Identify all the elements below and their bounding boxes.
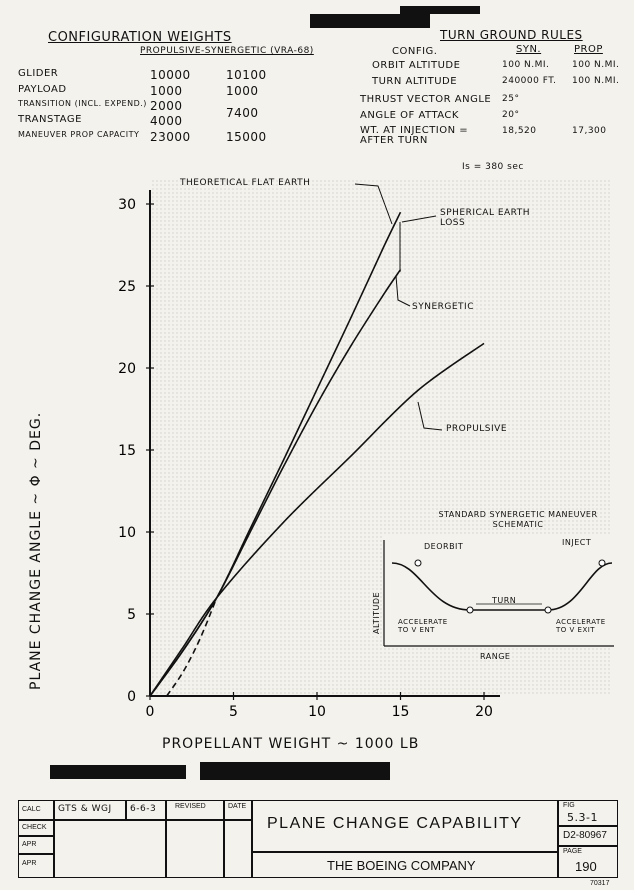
deorbit-point bbox=[415, 560, 421, 566]
weights-row-label: GLIDER bbox=[18, 68, 59, 79]
drawing-title: PLANE CHANGE CAPABILITY bbox=[267, 815, 523, 832]
inset-title: STANDARD SYNERGETIC MANEUVER SCHEMATIC bbox=[438, 510, 598, 529]
weights-row-value: 10000 bbox=[150, 68, 191, 82]
calc-date: 6-6-3 bbox=[130, 804, 157, 814]
flat-earth-label: THEORETICAL FLAT EARTH bbox=[180, 178, 311, 188]
altitude-label: ALTITUDE bbox=[372, 591, 381, 634]
x-axis-label: PROPELLANT WEIGHT ~ 1000 LB bbox=[162, 736, 420, 752]
inject-label: INJECT bbox=[562, 538, 592, 547]
weights-row-value: 10100 bbox=[226, 68, 267, 82]
rule-label: THRUST VECTOR ANGLE bbox=[360, 94, 492, 105]
isp-note: Is = 380 sec bbox=[462, 162, 524, 172]
rule-prop-value: 17,300 bbox=[572, 126, 607, 136]
weights-row-value: 7400 bbox=[226, 106, 259, 120]
config-label: CONFIG. bbox=[392, 46, 438, 57]
rule-label: TURN ALTITUDE bbox=[372, 76, 458, 87]
y-tick-label: 10 bbox=[118, 525, 136, 541]
spherical-loss-label: SPHERICAL EARTH LOSS bbox=[440, 208, 531, 228]
accel-ent-point bbox=[467, 607, 473, 613]
form-code: 70317 bbox=[590, 880, 610, 887]
check-label: CHECK bbox=[22, 824, 47, 831]
x-tick-label: 10 bbox=[308, 704, 326, 720]
accel-exit-label: ACCELERATE TO V EXIT bbox=[556, 618, 606, 634]
rule-label: ORBIT ALTITUDE bbox=[372, 60, 461, 71]
prop-label: PROP bbox=[574, 44, 603, 55]
weights-row-value: 4000 bbox=[150, 114, 183, 128]
fig-value: 5.3-1 bbox=[567, 811, 598, 824]
rule-prop-value: 100 N.MI. bbox=[572, 60, 620, 70]
syn-label: SYN. bbox=[516, 44, 542, 55]
apr-label: APR bbox=[22, 841, 37, 848]
weights-row-label: TRANSTAGE bbox=[18, 114, 82, 125]
range-label: RANGE bbox=[480, 652, 511, 661]
rule-syn-value: 20° bbox=[502, 110, 520, 120]
weights-row-value: 1000 bbox=[150, 84, 183, 98]
turn-label: TURN bbox=[492, 596, 517, 605]
weights-row-value: 23000 bbox=[150, 130, 191, 144]
y-axis-label: PLANE CHANGE ANGLE ~ Φ ~ DEG. bbox=[28, 411, 44, 690]
y-tick-label: 15 bbox=[118, 443, 136, 459]
rule-syn-value: 100 N.MI. bbox=[502, 60, 550, 70]
x-tick-label: 0 bbox=[145, 704, 155, 720]
x-tick-label: 15 bbox=[391, 704, 410, 720]
rule-prop-value: 100 N.MI. bbox=[572, 76, 620, 86]
deorbit-label: DEORBIT bbox=[424, 542, 464, 551]
weights-row-value: 2000 bbox=[150, 99, 183, 113]
weights-row-value: 1000 bbox=[226, 84, 259, 98]
weights-row-label: PAYLOAD bbox=[18, 84, 67, 95]
weights-row-label: TRANSITION (INCL. EXPEND.) bbox=[18, 99, 147, 108]
rule-label: WT. AT INJECTION = AFTER TURN bbox=[360, 125, 469, 146]
y-tick-label: 20 bbox=[118, 361, 136, 377]
rule-syn-value: 25° bbox=[502, 94, 520, 104]
x-tick-label: 20 bbox=[475, 704, 493, 720]
y-tick-label: 0 bbox=[127, 689, 136, 705]
rule-syn-value: 240000 FT. bbox=[502, 76, 557, 86]
apr2-label: APR bbox=[22, 860, 37, 867]
redaction-bar bbox=[200, 762, 390, 780]
y-tick-label: 5 bbox=[127, 607, 136, 623]
weights-row-value: 15000 bbox=[226, 130, 267, 144]
propulsive-label: PROPULSIVE bbox=[446, 424, 508, 434]
rule-syn-value: 18,520 bbox=[502, 126, 537, 136]
y-tick-label: 30 bbox=[118, 197, 136, 213]
calc-value: GTS & WGJ bbox=[58, 804, 112, 814]
fig-label: FIG bbox=[563, 802, 575, 809]
x-tick-label: 5 bbox=[229, 704, 238, 720]
company-name: THE BOEING COMPANY bbox=[327, 858, 476, 873]
y-tick-label: 25 bbox=[118, 279, 136, 295]
rule-label: ANGLE OF ATTACK bbox=[360, 110, 459, 121]
weights-subtitle: PROPULSIVE-SYNERGETIC (VRA-68) bbox=[140, 46, 314, 56]
accel-exit-point bbox=[545, 607, 551, 613]
revised-label: REVISED bbox=[175, 803, 206, 810]
redaction-bar bbox=[50, 765, 186, 779]
date-label: DATE bbox=[228, 803, 247, 810]
accel-ent-label: ACCELERATE TO V ENT bbox=[398, 618, 448, 634]
doc-number: D2-80967 bbox=[563, 830, 607, 841]
synergetic-label: SYNERGETIC bbox=[412, 302, 474, 312]
weights-row-label: MANEUVER PROP CAPACITY bbox=[18, 130, 140, 139]
inject-point bbox=[599, 560, 605, 566]
page-label: PAGE bbox=[563, 848, 582, 855]
page-number: 190 bbox=[575, 859, 597, 874]
config-weights-title: CONFIGURATION WEIGHTS bbox=[48, 30, 232, 45]
ground-rules-title: TURN GROUND RULES bbox=[440, 28, 583, 42]
calc-label: CALC bbox=[22, 806, 41, 813]
